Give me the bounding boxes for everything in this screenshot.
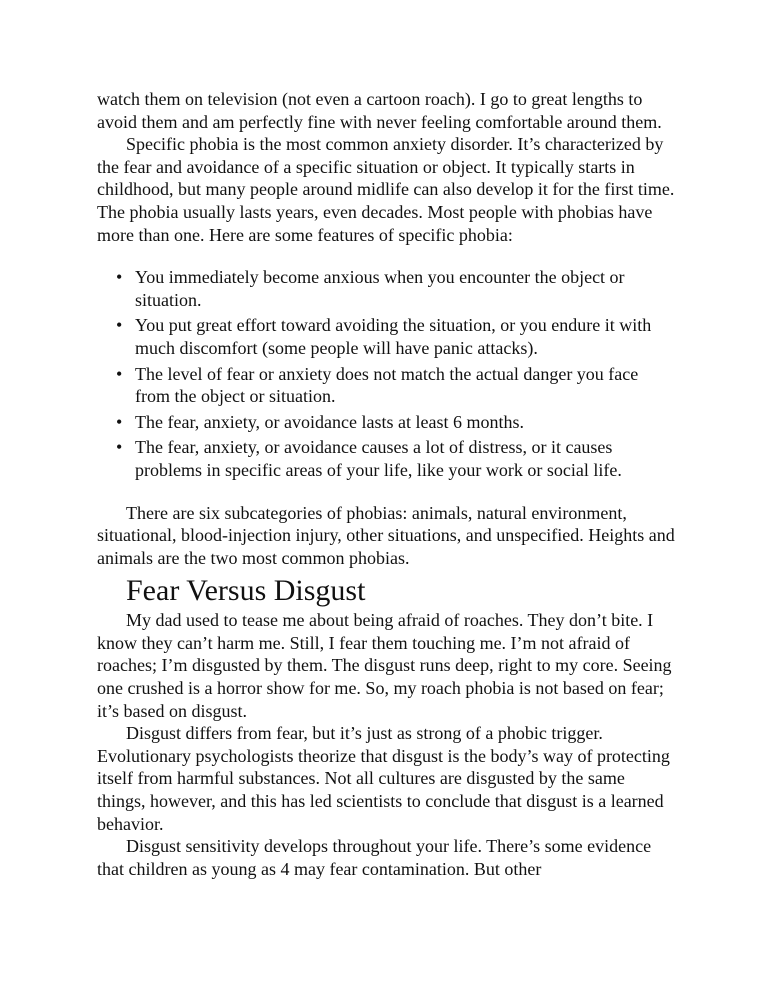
document-page	[97, 88, 677, 880]
section-heading: Fear Versus Disgust	[126, 574, 366, 608]
features-list	[97, 266, 677, 481]
paragraph-disgust-trigger: Disgust differs from fear, but it’s just as strong of a phobic trigger. Evolutionary psychologists theorize that disgust is the body’s way of protecting itself from harmful substances. Not all cultures are disgusted by the same things, however, and this has led scientists to conclude that disgust is a learned behavior.	[97, 723, 670, 834]
list-item: • The level of fear or anxiety does not match the actual danger you face from the object or situation.	[135, 363, 677, 408]
paragraph-subcategories: There are six subcategories of phobias: animals, natural environment, situational, blood-injection injury, other situations, and unspecified. Heights and animals are the two most common phobias.	[97, 502, 675, 568]
paragraph-specific-phobia: Specific phobia is the most common anxiety disorder. It’s characterized by the fear and avoidance of a specific situation or object. It typically starts in childhood, but many people around midlife can also develop it for the first time. The phobia usually lasts years, even decades. Most people with phobias have more than one. Here are some features of specific phobia:	[97, 134, 675, 245]
list-item: • The fear, anxiety, or avoidance lasts at least 6 months.	[135, 411, 677, 434]
list-item: • You immediately become anxious when you encounter the object or situation.	[135, 266, 677, 311]
paragraph-disgust-sensitivity: Disgust sensitivity develops throughout your life. There’s some evidence that children as young as 4 may fear contamination. But other	[97, 836, 652, 879]
list-item: • The fear, anxiety, or avoidance causes a lot of distress, or it causes problems in specific areas of your life, like your work or social life.	[135, 436, 677, 481]
paragraph-roaches: My dad used to tease me about being afraid of roaches. They don’t bite. I know they can’t harm me. Still, I fear them touching me. I’m not afraid of roaches; I’m disgusted by them. The disgust runs deep, right to my core. Seeing one crushed is a horror show for me. So, my roach phobia is not based on fear; it’s based on disgust.	[97, 610, 672, 721]
list-item: • You put great effort toward avoiding the situation, or you endure it with much discomfort (some people will have panic attacks).	[135, 314, 677, 359]
paragraph-continuation: watch them on television (not even a cartoon roach). I go to great lengths to avoid them and am perfectly fine with never feeling comfortable around them.	[97, 89, 662, 132]
